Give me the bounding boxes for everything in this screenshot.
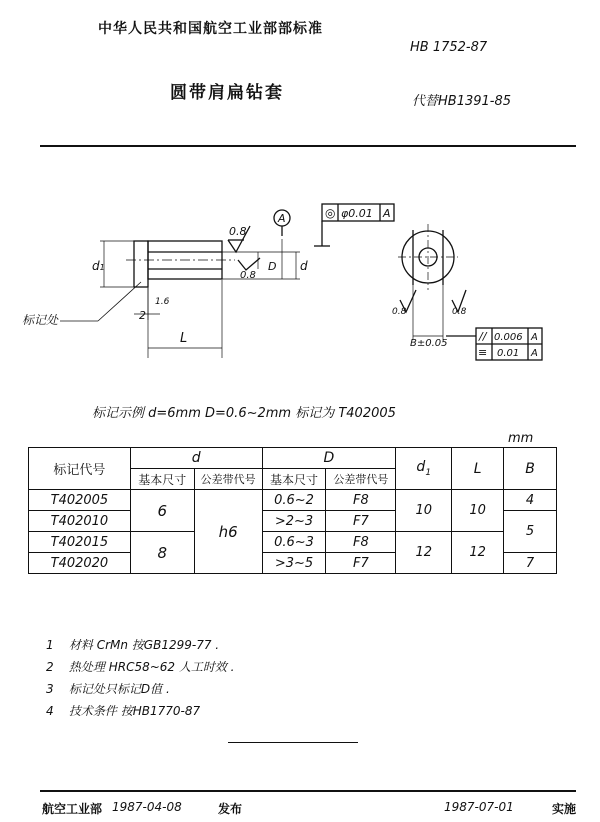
unit-label: mm (508, 431, 534, 446)
header-L: L (452, 448, 504, 490)
cell-D-tol: F7 (326, 553, 396, 574)
issuer: 航空工业部 (42, 802, 103, 816)
subheader-basic-D: 基本尺寸 (262, 469, 326, 490)
technical-drawing (0, 190, 600, 370)
dim-L-label: L (180, 331, 188, 346)
spec-table (28, 447, 557, 574)
note-item: 1 材料 CrMn 按GB1299-77 . (46, 638, 220, 652)
dim-d1-label: d1 (92, 259, 105, 273)
header-rule (40, 145, 576, 147)
datum-label: A (278, 212, 286, 225)
implemented-label: 实施 (552, 802, 577, 816)
cell-D: >3~5 (262, 553, 326, 574)
subheader-tol-D: 公差带代号 (326, 469, 396, 490)
header-B: B (504, 448, 557, 490)
cell-d1: 10 (396, 490, 452, 532)
cell-L: 10 (452, 490, 504, 532)
parallel-tolerance: 0.006 (494, 332, 523, 343)
cell-D: 0.6~3 (262, 532, 326, 553)
cell-B: 5 (504, 511, 557, 553)
subheader-basic-d: 基本尺寸 (130, 469, 194, 490)
cell-D-tol: F8 (326, 532, 396, 553)
cell-code: T402005 (29, 490, 131, 511)
cell-code: T402015 (29, 532, 131, 553)
parallel-datum: A (531, 332, 538, 343)
header-d: d (130, 448, 262, 469)
side-roughness-2: 0.8 (452, 307, 467, 317)
issue-date: 1987-04-08 (112, 800, 182, 814)
roughness-side-label: 0.8 (240, 270, 256, 281)
subheader-tol-d: 公差带代号 (194, 469, 262, 490)
symmetry-datum: A (531, 348, 538, 359)
concentricity-tolerance: φ0.01 (341, 207, 373, 220)
cell-D: 0.6~2 (262, 490, 326, 511)
implementation-date: 1987-07-01 (444, 800, 514, 814)
cell-L: 12 (452, 532, 504, 574)
end-rule (228, 742, 358, 743)
cell-B: 4 (504, 490, 557, 511)
note-item: 4 技术条件 按HB1770-87 (46, 704, 201, 718)
cell-D-tol: F7 (326, 511, 396, 532)
symmetry-tolerance: 0.01 (497, 348, 520, 359)
chamfer-label: 2 (139, 309, 146, 322)
marking-example: 标记示例 d=6mm D=0.6~2mm 标记为 T402005 (92, 406, 396, 421)
side-roughness-1: 0.8 (392, 307, 407, 317)
org-title: 中华人民共和国航空工业部部标准 (98, 21, 323, 37)
cell-B: 7 (504, 553, 557, 574)
cell-code: T402020 (29, 553, 131, 574)
replaces-standard: 代替HB1391-85 (412, 94, 512, 109)
note-item: 2 热处理 HRC58~62 人工时效 . (46, 660, 235, 674)
chamfer-angle-label: 1.6 (155, 297, 170, 307)
cell-d: 8 (130, 532, 194, 574)
cell-d1: 12 (396, 532, 452, 574)
roughness-label: 0.8 (229, 225, 247, 238)
cell-d-tol: h6 (194, 490, 262, 574)
symmetry-symbol: ≡ (478, 346, 488, 359)
concentricity-symbol: ◎ (325, 206, 336, 220)
mark-location-label: 标记处 (22, 313, 59, 327)
issued-label: 发布 (218, 802, 243, 816)
header-d1: $d_1$ (396, 448, 452, 490)
note-item: 3 标记处只标记D值 . (46, 682, 170, 696)
concentricity-datum: A (383, 207, 391, 220)
cell-code: T402010 (29, 511, 131, 532)
table-row (29, 532, 557, 553)
dim-B-label: B±0.05 (410, 338, 448, 349)
cell-d: 6 (130, 490, 194, 532)
footer-rule (40, 790, 576, 792)
table-row (29, 490, 557, 511)
dim-d-label: d (300, 259, 308, 273)
parallel-symbol: // (479, 330, 487, 343)
header-D: D (262, 448, 396, 469)
document-title: 圆带肩扁钻套 (170, 83, 284, 103)
header-mark-code: 标记代号 (29, 448, 131, 490)
cell-D-tol: F8 (326, 490, 396, 511)
dim-D-label: D (268, 260, 277, 273)
standard-number: HB 1752-87 (410, 40, 488, 55)
cell-D: >2~3 (262, 511, 326, 532)
